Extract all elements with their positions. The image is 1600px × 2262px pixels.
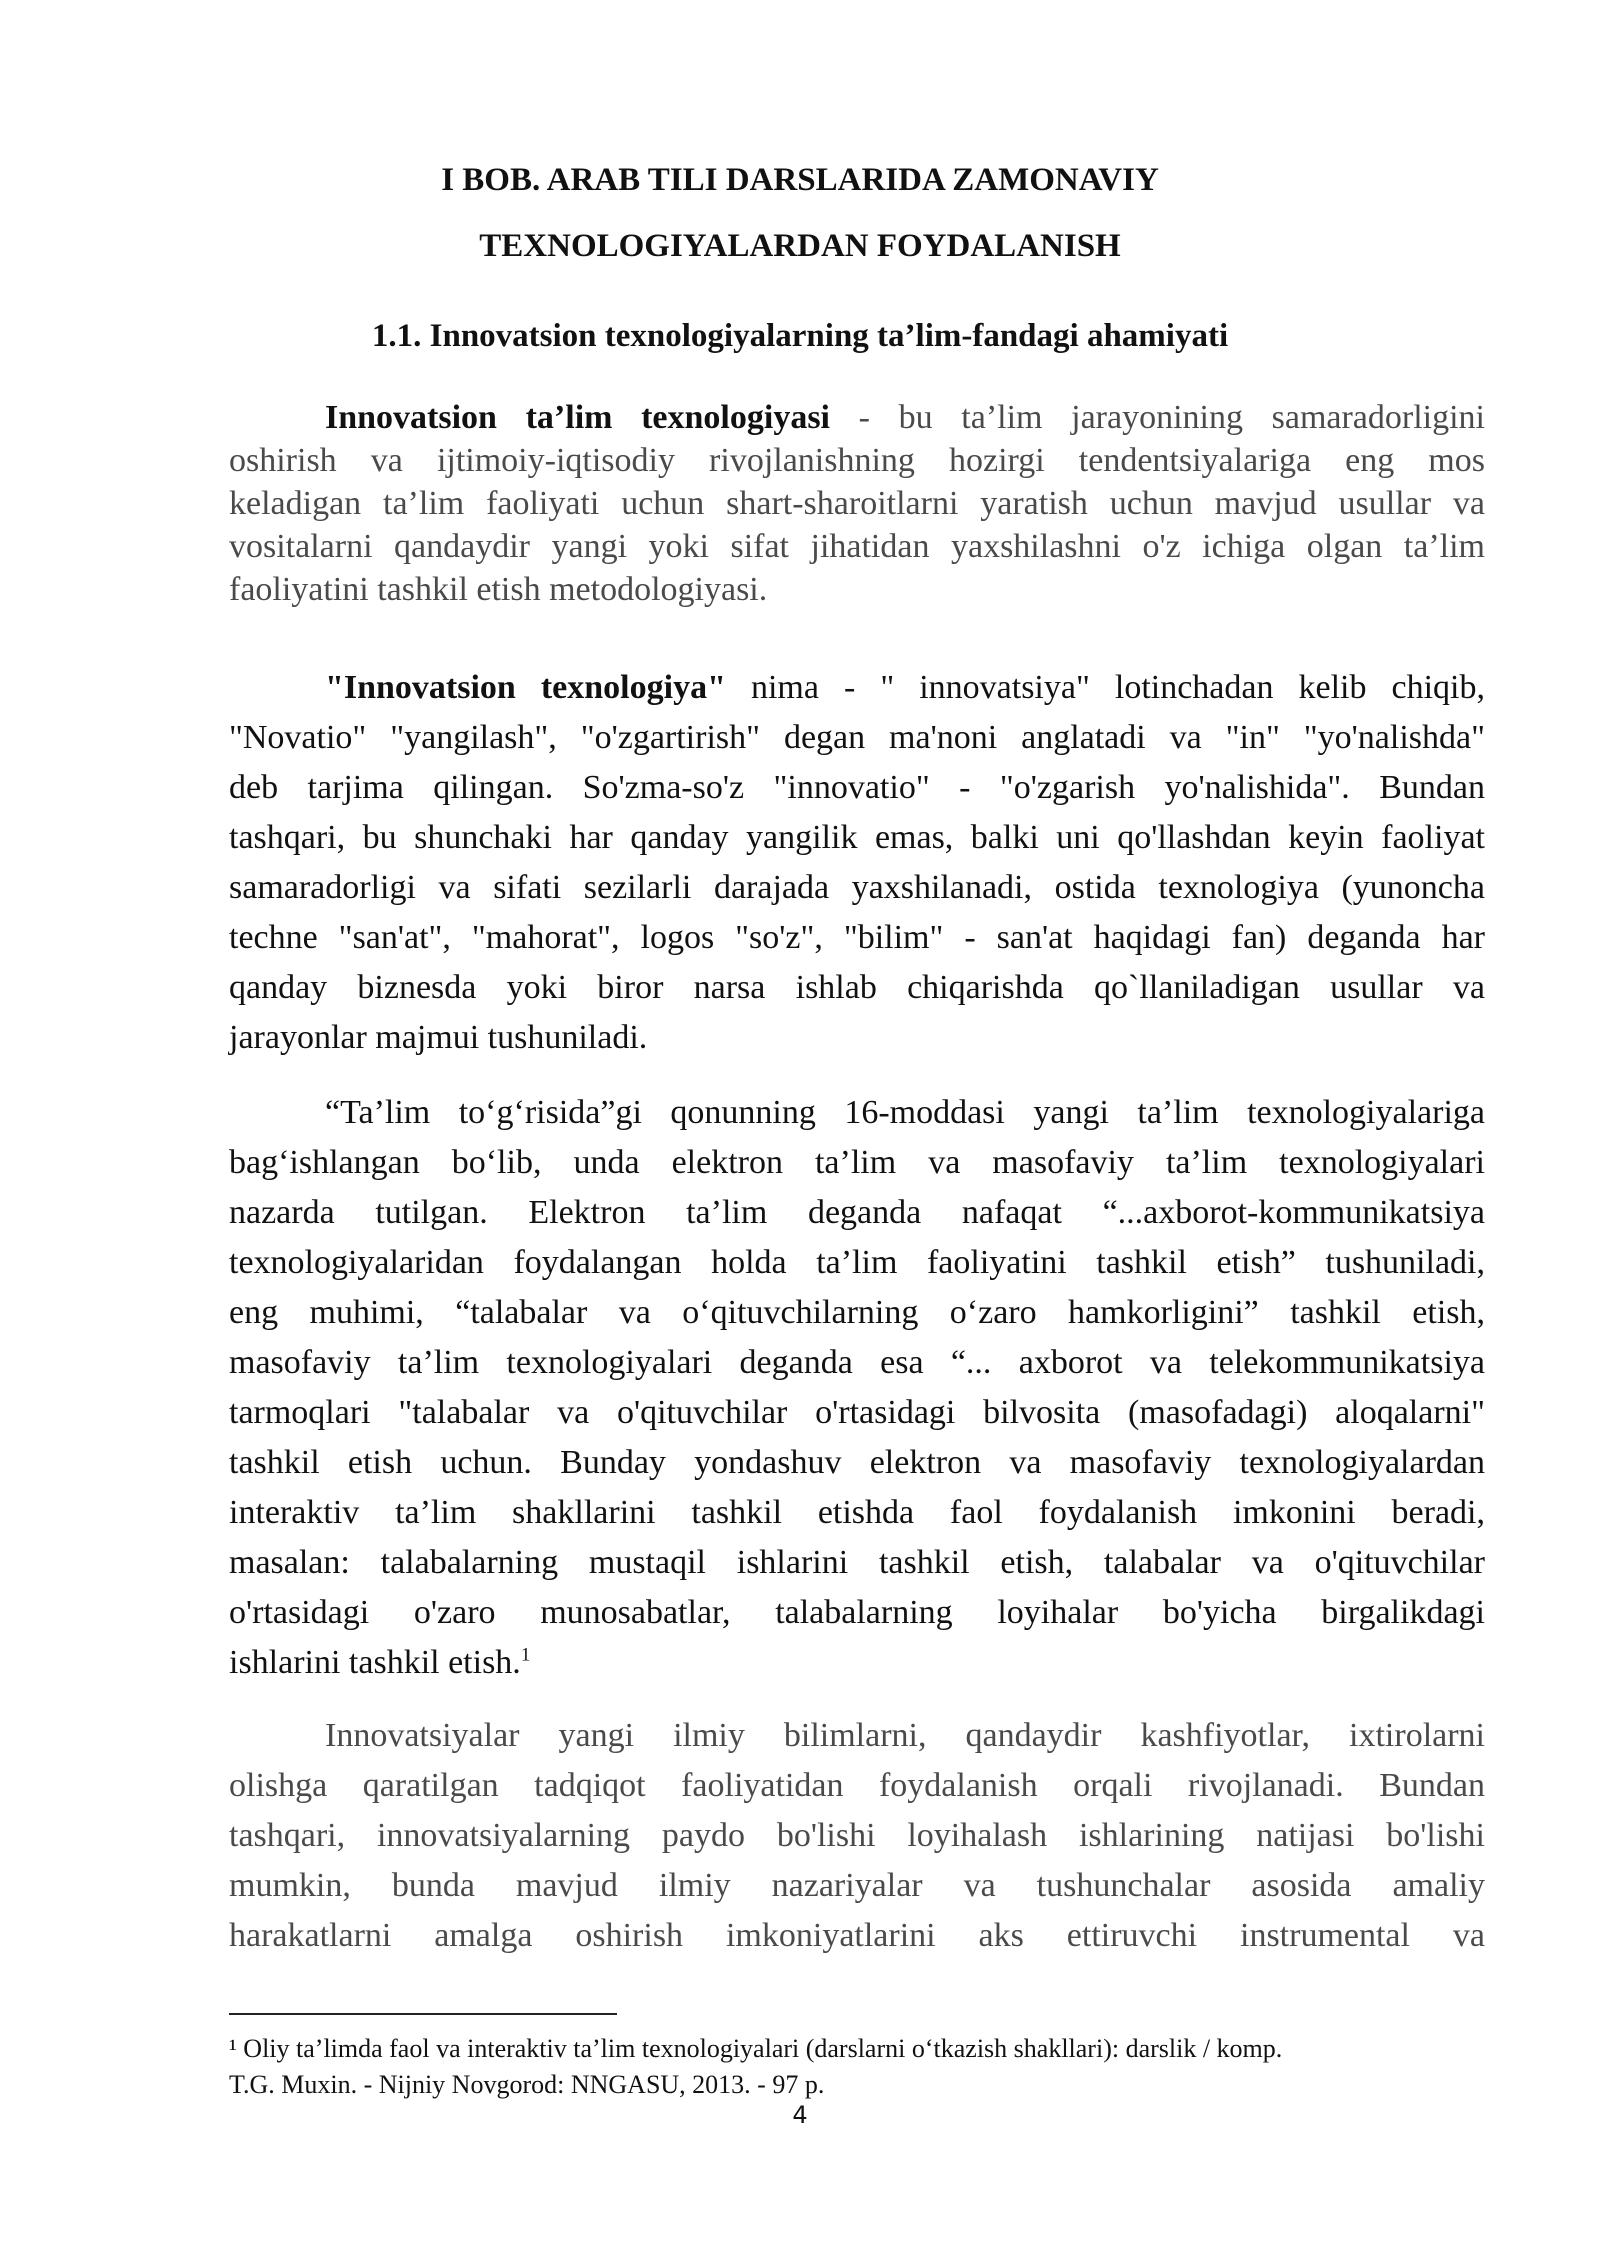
paragraph-line: "Novatio" "yangilash", "o'zgartirish" degan ma'noni anglatadi va "in" "yo'nalishda" — [229, 719, 1485, 756]
paragraph-line: ishlarini tashkil etish.$^1$ — [229, 1644, 531, 1681]
paragraph-line: deb tarjima qilingan. So'zma-so'z "innovatio" - "o'zgarish yo'nalishida". Bundan — [229, 769, 1485, 806]
paragraph-line: masalan: talabalarning mustaqil ishlarini tashkil etish, talabalar va o'qituvchilar — [229, 1544, 1485, 1581]
paragraph-line: nazarda tutilgan. Elektron ta’lim deganda nafaqat “...axborot-kommunikatsiya — [229, 1194, 1485, 1231]
footnote — [229, 2031, 1485, 2103]
paragraph-line: faoliyatini tashkil etish metodologiyasi. — [229, 571, 768, 608]
footnote-line-2: T.G. Muxin. - Nijniy Novgorod: NNGASU, 2013. - 97 p. — [229, 2070, 825, 2099]
paragraph-line: tashqari, bu shunchaki har qanday yangilik emas, balki uni qo'llashdan keyin faoliyat — [229, 819, 1485, 856]
footnote-reference[interactable]: 1 — [520, 1644, 531, 1666]
paragraph-line: tarmoqlari "talabalar va o'qituvchilar o'rtasidagi bilvosita (masofadagi) aloqalarni" — [229, 1394, 1485, 1431]
defined-term: Innovatsion ta’lim texnologiyasi — [325, 399, 831, 436]
paragraph-line: samaradorligi va sifati sezilarli darajada yaxshilanadi, ostida texnologiya (yunoncha — [229, 869, 1485, 906]
paragraph-line: o'rtasidagi o'zaro munosabatlar, talabalarning loyihalar bo'yicha birgalikdagi — [229, 1594, 1485, 1631]
footnote-separator — [229, 2013, 617, 2015]
paragraph-1 — [229, 396, 1485, 611]
footnote-marker: ¹ — [229, 2034, 237, 2063]
paragraph-line: tashkil etish uchun. Bunday yondashuv elektron va masofaviy texnologiyalardan — [229, 1444, 1485, 1481]
paragraph-line: vositalarni qandaydir yangi yoki sifat jihatidan yaxshilashni o'z ichiga olgan ta’lim — [229, 528, 1485, 565]
paragraph-line: mumkin, bunda mavjud ilmiy nazariyalar va tushunchalar asosida amaliy — [229, 1867, 1485, 1904]
footnote-line-1: ¹ Oliy ta’limda faol va interaktiv ta’lim texnologiyalari (darslarni o‘tkazish shakllari): darslik / komp. — [229, 2034, 1283, 2063]
paragraph-line: harakatlarni amalga oshirish imkoniyatlarini aks ettiruvchi instrumental va — [229, 1917, 1485, 1954]
paragraph-line: keladigan ta’lim faoliyati uchun shart-sharoitlarni yaratish uchun mavjud usullar va — [229, 485, 1485, 522]
paragraph-line: olishga qaratilgan tadqiqot faoliyatidan foydalanish orqali rivojlanadi. Bundan — [229, 1767, 1485, 1804]
paragraph-2 — [229, 663, 1485, 1063]
paragraph-line: bag‘ishlangan bo‘lib, unda elektron ta’lim va masofaviy ta’lim texnologiyalari — [229, 1144, 1485, 1181]
paragraph-line: "Innovatsion texnologiya" nima - " innovatsiya" lotinchadan kelib chiqib, — [325, 669, 1485, 706]
paragraph-4 — [229, 1711, 1485, 1961]
paragraph-line: jarayonlar majmui tushuniladi. — [229, 1019, 648, 1056]
page-number: 4 — [792, 2101, 808, 2129]
paragraph-line: Innovatsiyalar yangi ilmiy bilimlarni, qandaydir kashfiyotlar, ixtirolarni — [325, 1717, 1485, 1754]
chapter-title-line-2: TEXNOLOGIYALARDAN FOYDALANISH — [479, 228, 1121, 264]
paragraph-3 — [229, 1088, 1485, 1688]
section-title: 1.1. Innovatsion texnologiyalarning ta’lim-fandagi ahamiyati — [371, 318, 1229, 354]
paragraph-line: techne "san'at", "mahorat", logos "so'z", "bilim" - san'at haqidagi fan) deganda har — [229, 919, 1485, 956]
paragraph-line: Innovatsion ta’lim texnologiyasi - bu ta’lim jarayonining samaradorligini — [325, 399, 1485, 436]
paragraph-line: eng muhimi, “talabalar va o‘qituvchilarning o‘zaro hamkorligini” tashkil etish, — [229, 1294, 1485, 1331]
paragraph-line: “Ta’lim to‘g‘risida”gi qonunning 16-moddasi yangi ta’lim texnologiyalariga — [325, 1094, 1485, 1131]
chapter-title-line-1: I BOB. ARAB TILI DARSLARIDA ZAMONAVIY — [441, 162, 1159, 198]
paragraph-line: oshirish va ijtimoiy-iqtisodiy rivojlanishning hozirgi tendentsiyalariga eng mos — [229, 442, 1485, 479]
paragraph-line: texnologiyalaridan foydalangan holda ta’lim faoliyatini tashkil etish” tushuniladi, — [229, 1244, 1485, 1281]
paragraph-line: tashqari, innovatsiyalarning paydo bo'lishi loyihalash ishlarining natijasi bo'lishi — [229, 1817, 1485, 1854]
paragraph-line: masofaviy ta’lim texnologiyalari deganda esa “... axborot va telekommunikatsiya — [229, 1344, 1485, 1381]
defined-term: "Innovatsion texnologiya" — [325, 669, 726, 706]
paragraph-line: interaktiv ta’lim shakllarini tashkil etishda faol foydalanish imkonini beradi, — [229, 1494, 1485, 1531]
paragraph-line: qanday biznesda yoki biror narsa ishlab chiqarishda qo`llaniladigan usullar va — [229, 969, 1485, 1006]
